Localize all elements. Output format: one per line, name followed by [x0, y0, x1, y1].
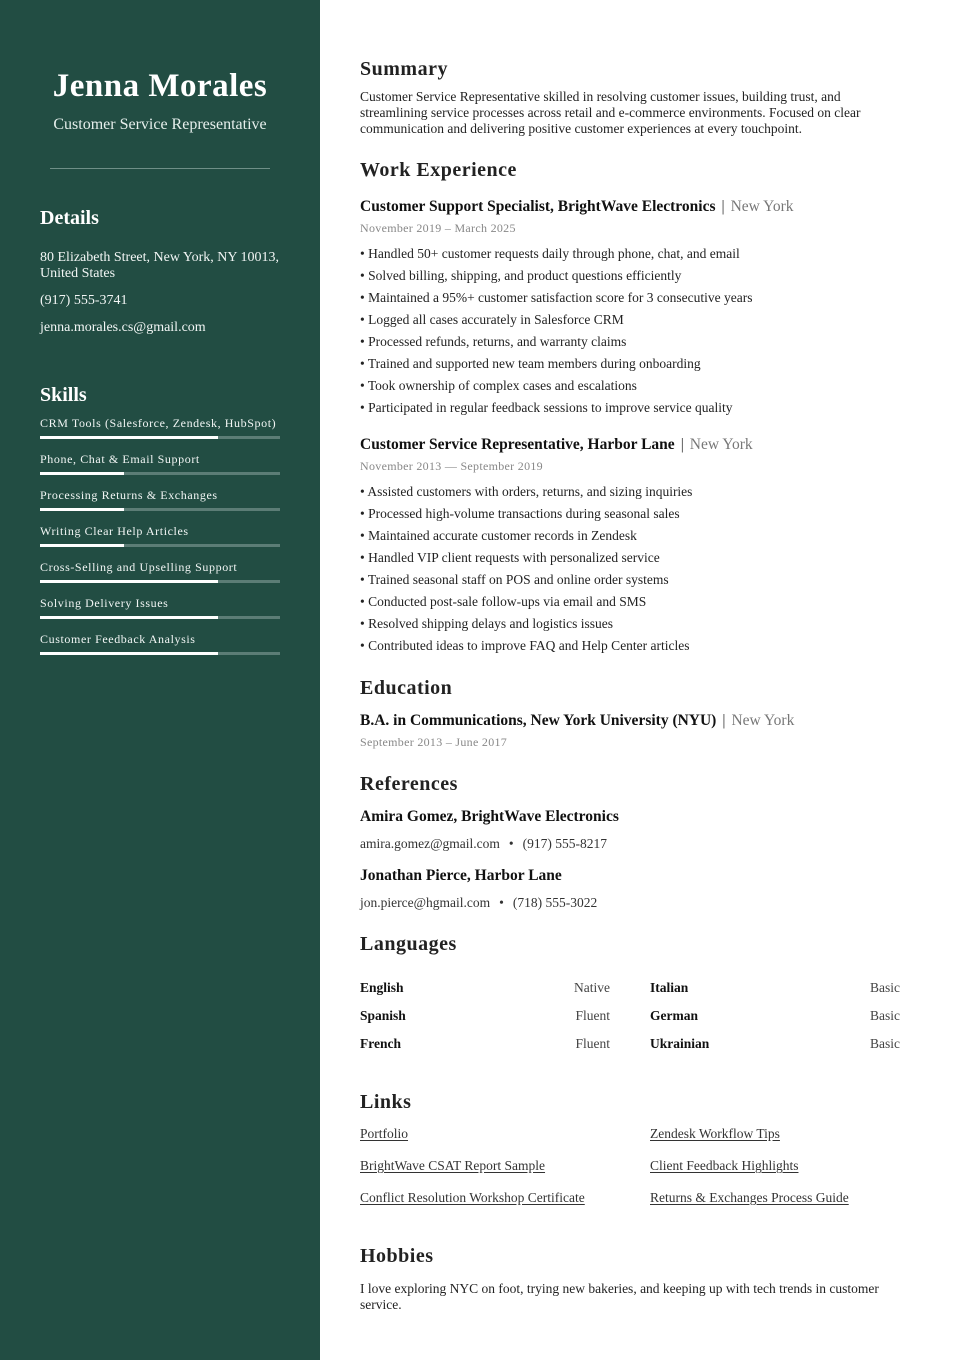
references-heading: References — [360, 773, 458, 795]
skill-level-fill — [40, 652, 218, 655]
job-header — [360, 198, 793, 216]
hobbies-heading: Hobbies — [360, 1245, 434, 1267]
skill-level-bar — [40, 652, 280, 655]
link-csat-report[interactable]: BrightWave CSAT Report Sample — [360, 1158, 546, 1173]
candidate-title: Customer Service Representative — [53, 116, 267, 133]
candidate-name: Jenna Morales — [52, 68, 268, 104]
job-title: Customer Support Specialist, BrightWave Electronics — [360, 198, 716, 215]
language-name: German — [650, 1008, 698, 1023]
skill-item — [40, 415, 280, 439]
job-location: New York — [730, 198, 794, 215]
language-name: English — [360, 980, 404, 995]
education-location: New York — [731, 712, 795, 729]
summary-text: Customer Service Representative skilled in resolving customer issues, building trust, and streamlining service processes across retail and e-commerce environments. Focused on clear communication and delivering positive customer experiences at every touchpoint. — [360, 89, 861, 136]
skill-level-fill — [40, 436, 218, 439]
link-returns-guide[interactable]: Returns & Exchanges Process Guide — [650, 1190, 849, 1205]
skill-name: Solving Delivery Issues — [40, 596, 169, 610]
job-dates: November 2019 – March 2025 — [360, 221, 516, 235]
language-name: French — [360, 1036, 401, 1051]
list-item: • Handled 50+ customer requests daily through phone, chat, and email — [360, 246, 740, 261]
language-name: Italian — [650, 980, 689, 995]
list-item: • Handled VIP client requests with personalized service — [360, 550, 660, 565]
skill-name: Writing Clear Help Articles — [40, 524, 189, 538]
skill-item — [40, 595, 280, 619]
education-header — [360, 712, 794, 730]
skill-level-bar — [40, 472, 280, 475]
skill-item — [40, 631, 280, 655]
skill-name: CRM Tools (Salesforce, Zendesk, HubSpot) — [40, 416, 277, 430]
reference-contact — [360, 836, 607, 852]
degree: B.A. in Communications, New York University (NYU) — [360, 712, 717, 729]
details-heading: Details — [40, 207, 99, 229]
list-item: • Contributed ideas to improve FAQ and Help Center articles — [360, 638, 690, 653]
reference-contact — [360, 895, 597, 911]
reference-name: Jonathan Pierce, Harbor Lane — [360, 867, 562, 884]
reference-bullet: • — [508, 836, 514, 851]
education-heading: Education — [360, 677, 453, 699]
link-workshop-certificate[interactable]: Conflict Resolution Workshop Certificate — [360, 1190, 585, 1205]
language-name: Ukrainian — [650, 1036, 710, 1051]
languages-heading: Languages — [360, 933, 457, 955]
link-client-feedback[interactable]: Client Feedback Highlights — [650, 1158, 799, 1173]
list-item: • Processed high-volume transactions during seasonal sales — [360, 506, 680, 521]
skill-level-bar — [40, 436, 280, 439]
skill-name: Phone, Chat & Email Support — [40, 452, 200, 466]
language-level: Fluent — [575, 1008, 610, 1023]
reference-phone: (718) 555-3022 — [512, 895, 598, 910]
list-item: • Trained and supported new team members during onboarding — [360, 356, 701, 371]
links-heading: Links — [360, 1091, 412, 1113]
job-location: New York — [689, 436, 753, 453]
skill-item — [40, 451, 280, 475]
skill-name: Customer Feedback Analysis — [40, 632, 196, 646]
language-level: Basic — [870, 980, 900, 995]
language-name: Spanish — [360, 1008, 406, 1023]
list-item: • Logged all cases accurately in Salesforce CRM — [360, 312, 624, 327]
link-portfolio[interactable]: Portfolio — [360, 1126, 409, 1141]
job-bullets — [360, 481, 900, 657]
language-level: Native — [574, 980, 610, 995]
skill-level-bar — [40, 508, 280, 511]
language-row — [360, 980, 900, 1000]
sidebar — [0, 0, 320, 1360]
language-level: Basic — [870, 1036, 900, 1051]
skill-level-fill — [40, 472, 124, 475]
phone: (917) 555-3741 — [40, 293, 128, 308]
job-dates: November 2013 — September 2019 — [360, 459, 543, 473]
email[interactable]: jenna.morales.cs@gmail.com — [40, 320, 206, 335]
skill-item — [40, 559, 280, 583]
job-title: Customer Service Representative, Harbor Lane — [360, 436, 675, 453]
skill-level-fill — [40, 616, 218, 619]
hobbies-text: I love exploring NYC on foot, trying new bakeries, and keeping up with tech trends in customer service. — [360, 1281, 879, 1312]
list-item: • Processed refunds, returns, and warranty claims — [360, 334, 627, 349]
skill-level-bar — [40, 544, 280, 547]
skill-level-bar — [40, 616, 280, 619]
reference-email[interactable]: amira.gomez@gmail.com — [360, 836, 500, 851]
skills-heading: Skills — [40, 384, 87, 406]
sidebar-divider — [50, 168, 270, 169]
skill-name: Cross-Selling and Upselling Support — [40, 560, 238, 574]
reference-email[interactable]: jon.pierce@hgmail.com — [360, 895, 491, 910]
language-level: Fluent — [575, 1036, 610, 1051]
reference-name: Amira Gomez, BrightWave Electronics — [360, 808, 619, 825]
skill-level-fill — [40, 580, 218, 583]
list-item: • Took ownership of complex cases and escalations — [360, 378, 637, 393]
reference-phone: (917) 555-8217 — [522, 836, 607, 851]
address: 80 Elizabeth Street, New York, NY 10013, United States — [40, 250, 280, 281]
skill-level-fill — [40, 508, 124, 511]
language-row — [360, 1036, 900, 1056]
job-header — [360, 436, 753, 454]
list-item: • Maintained accurate customer records in Zendesk — [360, 528, 637, 543]
language-level: Basic — [870, 1008, 900, 1023]
list-item: • Maintained a 95%+ customer satisfaction score for 3 consecutive years — [360, 290, 753, 305]
skill-item — [40, 487, 280, 511]
job-separator: | — [680, 436, 684, 453]
skill-level-bar — [40, 580, 280, 583]
summary-heading: Summary — [360, 58, 448, 80]
list-item: • Trained seasonal staff on POS and online order systems — [360, 572, 669, 587]
education-separator: | — [722, 712, 726, 729]
link-zendesk-workflow-tips[interactable]: Zendesk Workflow Tips — [650, 1126, 780, 1141]
reference-bullet: • — [499, 895, 504, 910]
experience-heading: Work Experience — [360, 159, 517, 181]
job-separator: | — [721, 198, 725, 215]
list-item: • Participated in regular feedback sessions to improve service quality — [360, 400, 733, 415]
education-dates: September 2013 – June 2017 — [360, 735, 508, 749]
job-bullets — [360, 243, 900, 419]
skill-item — [40, 523, 280, 547]
list-item: • Assisted customers with orders, returns, and sizing inquiries — [360, 484, 693, 499]
list-item: • Conducted post-sale follow-ups via email and SMS — [360, 594, 647, 609]
list-item: • Solved billing, shipping, and product questions efficiently — [360, 268, 682, 283]
language-row — [360, 1008, 900, 1028]
skill-level-fill — [40, 544, 124, 547]
skill-name: Processing Returns & Exchanges — [40, 488, 218, 502]
list-item: • Resolved shipping delays and logistics issues — [360, 616, 613, 631]
